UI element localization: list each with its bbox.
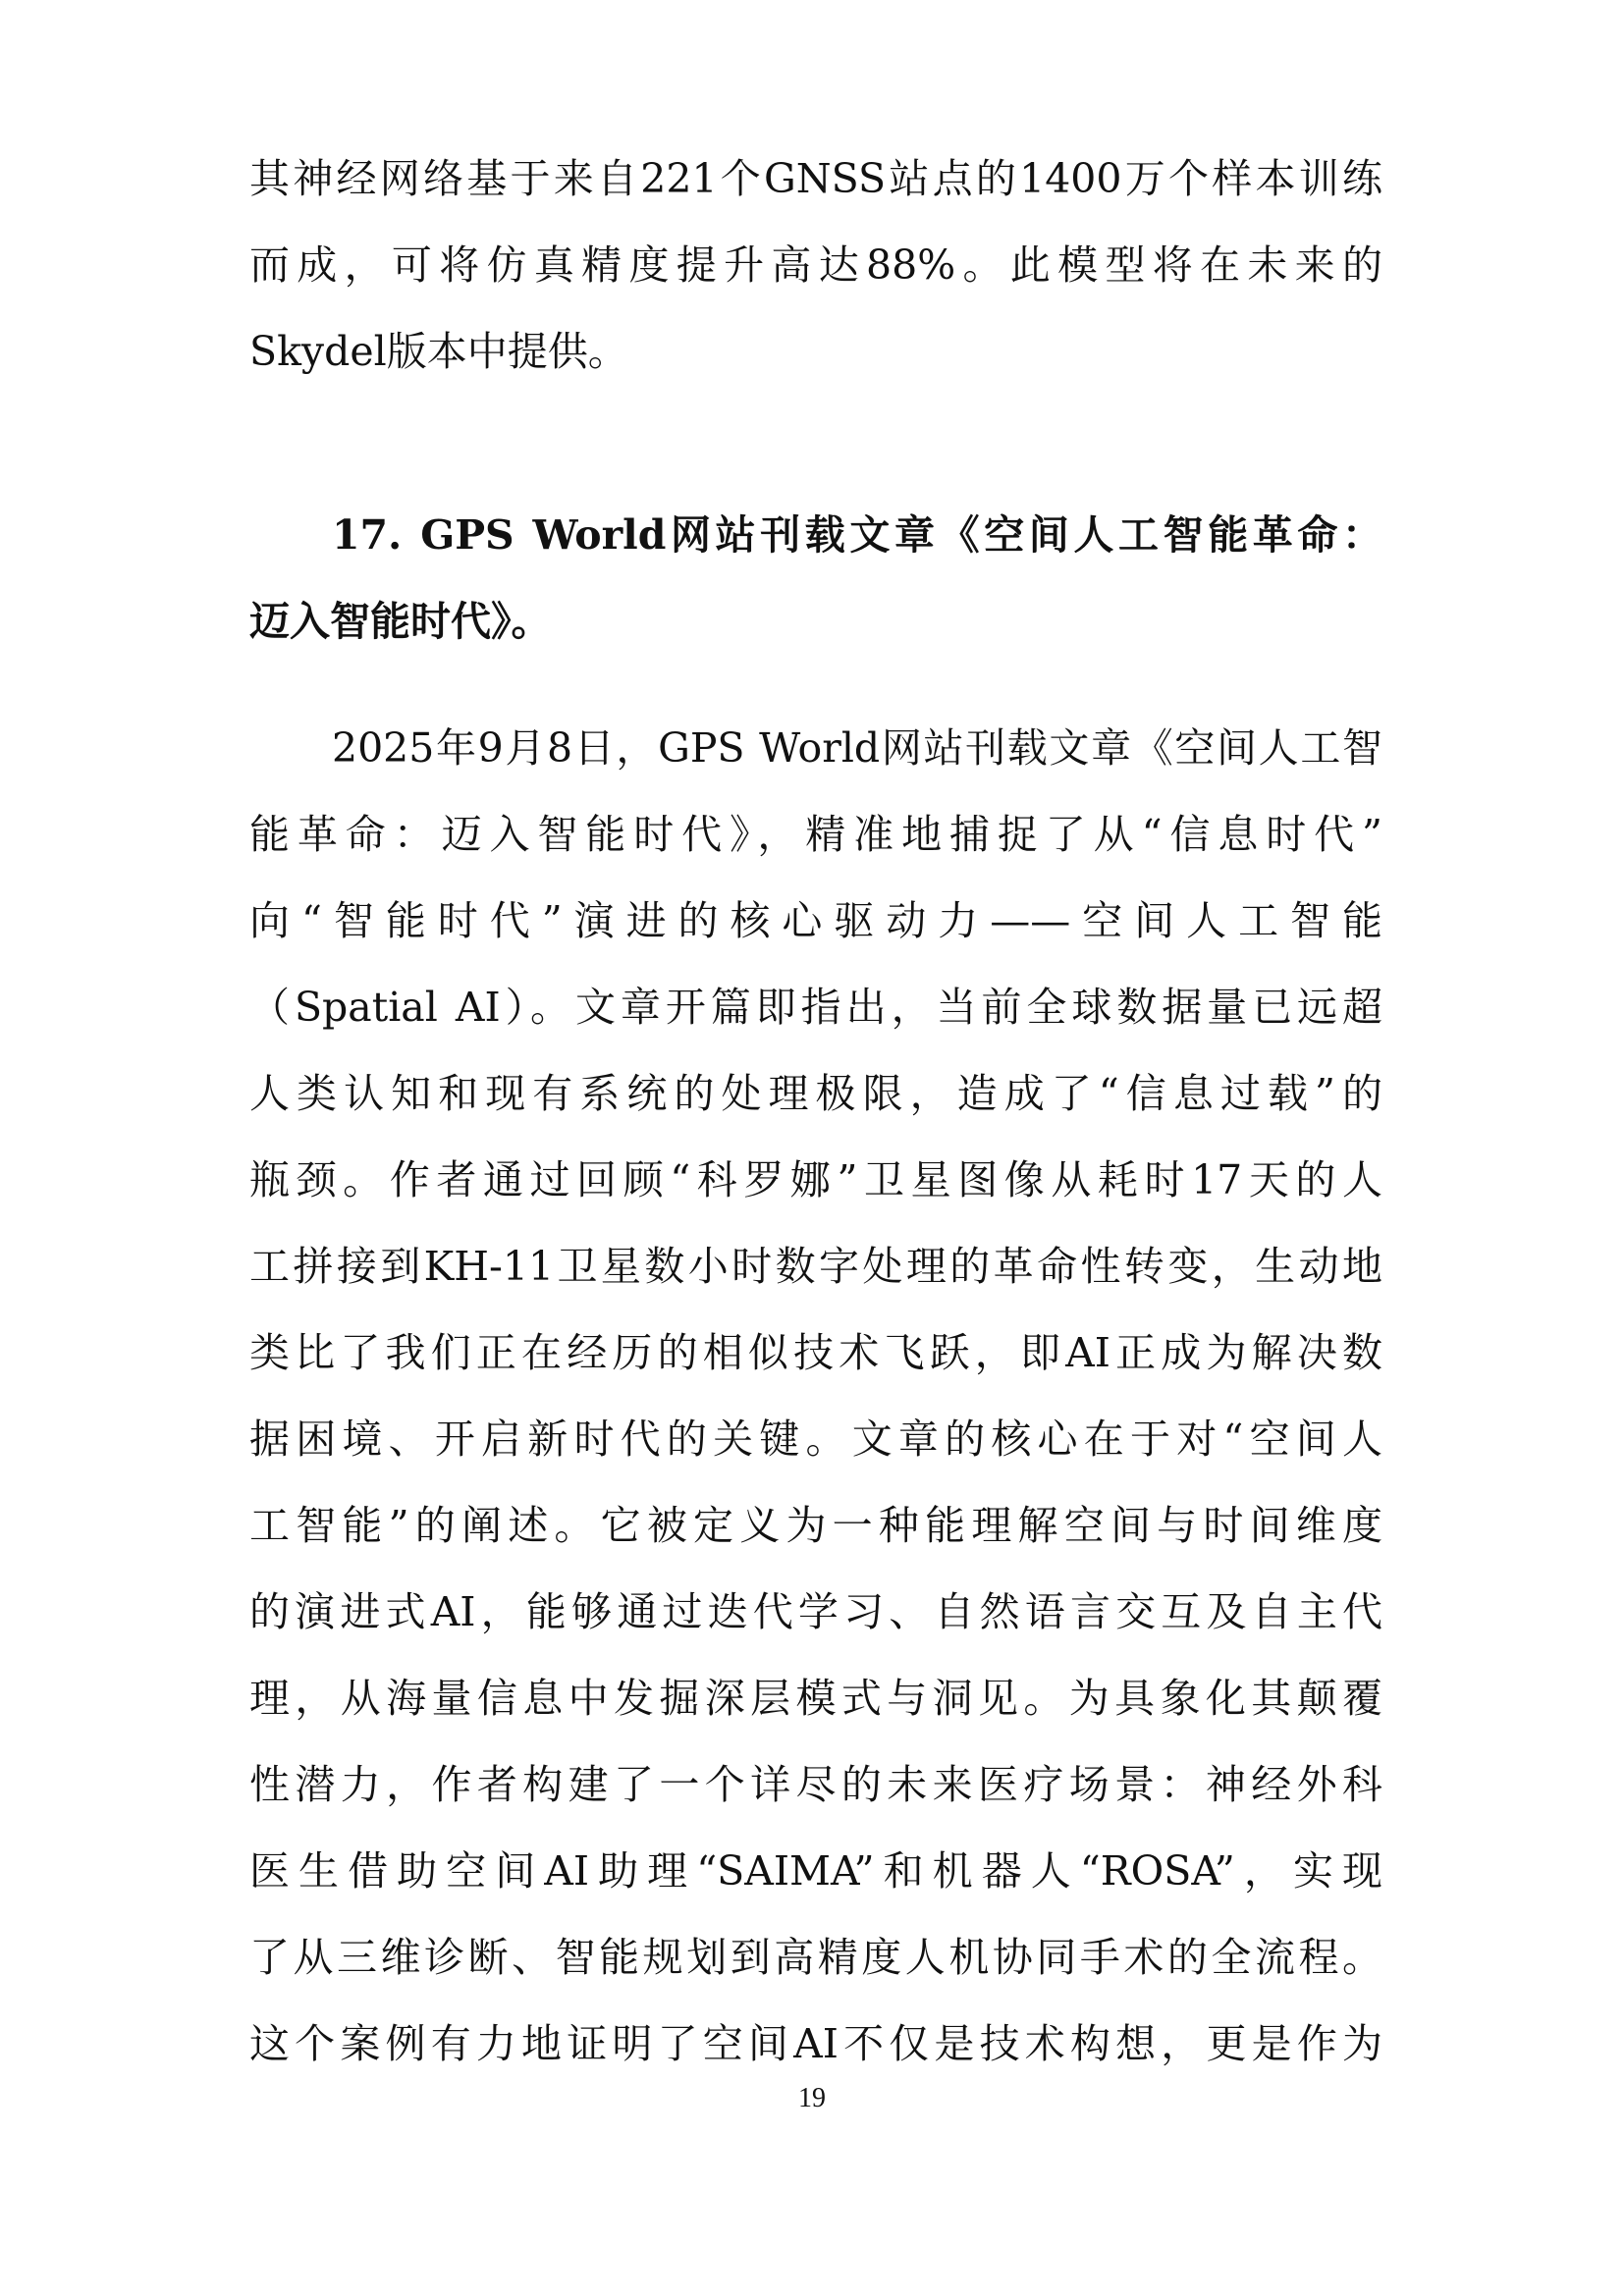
- body-line-9: 据困境、开启新时代的关键。文章的核心在于对“空间人: [249, 1415, 1382, 1463]
- body-line-3: 向“智能时代”演进的核心驱动力——空间人工智能: [249, 897, 1382, 944]
- body-line-16: 这个案例有力地证明了空间AI不仅是技术构想，更是作为: [249, 2020, 1382, 2067]
- body-line-10: 工智能”的阐述。它被定义为一种能理解空间与时间维度: [249, 1502, 1382, 1549]
- intro-line-3: Skydel版本中提供。: [249, 328, 628, 375]
- page-number: 19: [798, 2083, 826, 2113]
- body-line-7: 工拼接到KH-11卫星数小时数字处理的革命性转变，生动地: [249, 1243, 1382, 1290]
- intro-line-2: 而成，可将仿真精度提升高达88%。此模型将在未来的: [249, 241, 1382, 289]
- intro-line-1: 其神经网络基于来自221个GNSS站点的1400万个样本训练: [249, 155, 1382, 202]
- body-line-13: 性潜力，作者构建了一个详尽的未来医疗场景：神经外科: [249, 1761, 1382, 1808]
- body-line-6: 瓶颈。作者通过回顾“科罗娜”卫星图像从耗时17天的人: [249, 1156, 1382, 1203]
- body-line-12: 理，从海量信息中发掘深层模式与洞见。为具象化其颠覆: [249, 1675, 1382, 1722]
- body-line-4: （Spatial AI）。文章开篇即指出，当前全球数据量已远超: [249, 984, 1382, 1031]
- body-line-1: 2025年9月8日，GPS World网站刊载文章《空间人工智: [332, 724, 1382, 772]
- body-line-11: 的演进式AI，能够通过迭代学习、自然语言交互及自主代: [249, 1588, 1382, 1635]
- body-line-5: 人类认知和现有系统的处理极限，造成了“信息过载”的: [249, 1070, 1382, 1117]
- body-line-15: 了从三维诊断、智能规划到高精度人机协同手术的全流程。: [249, 1934, 1382, 1981]
- body-line-14: 医生借助空间AI助理“SAIMA”和机器人“ROSA”，实现: [249, 1847, 1382, 1895]
- body-line-8: 类比了我们正在经历的相似技术飞跃，即AI正成为解决数: [249, 1329, 1382, 1376]
- body-line-2: 能革命：迈入智能时代》，精准地捕捉了从“信息时代”: [249, 811, 1382, 858]
- section-heading-line-2: 迈入智能时代》。: [249, 598, 552, 645]
- section-heading-line-1: 17. GPS World网站刊载文章《空间人工智能革命：: [332, 511, 1382, 559]
